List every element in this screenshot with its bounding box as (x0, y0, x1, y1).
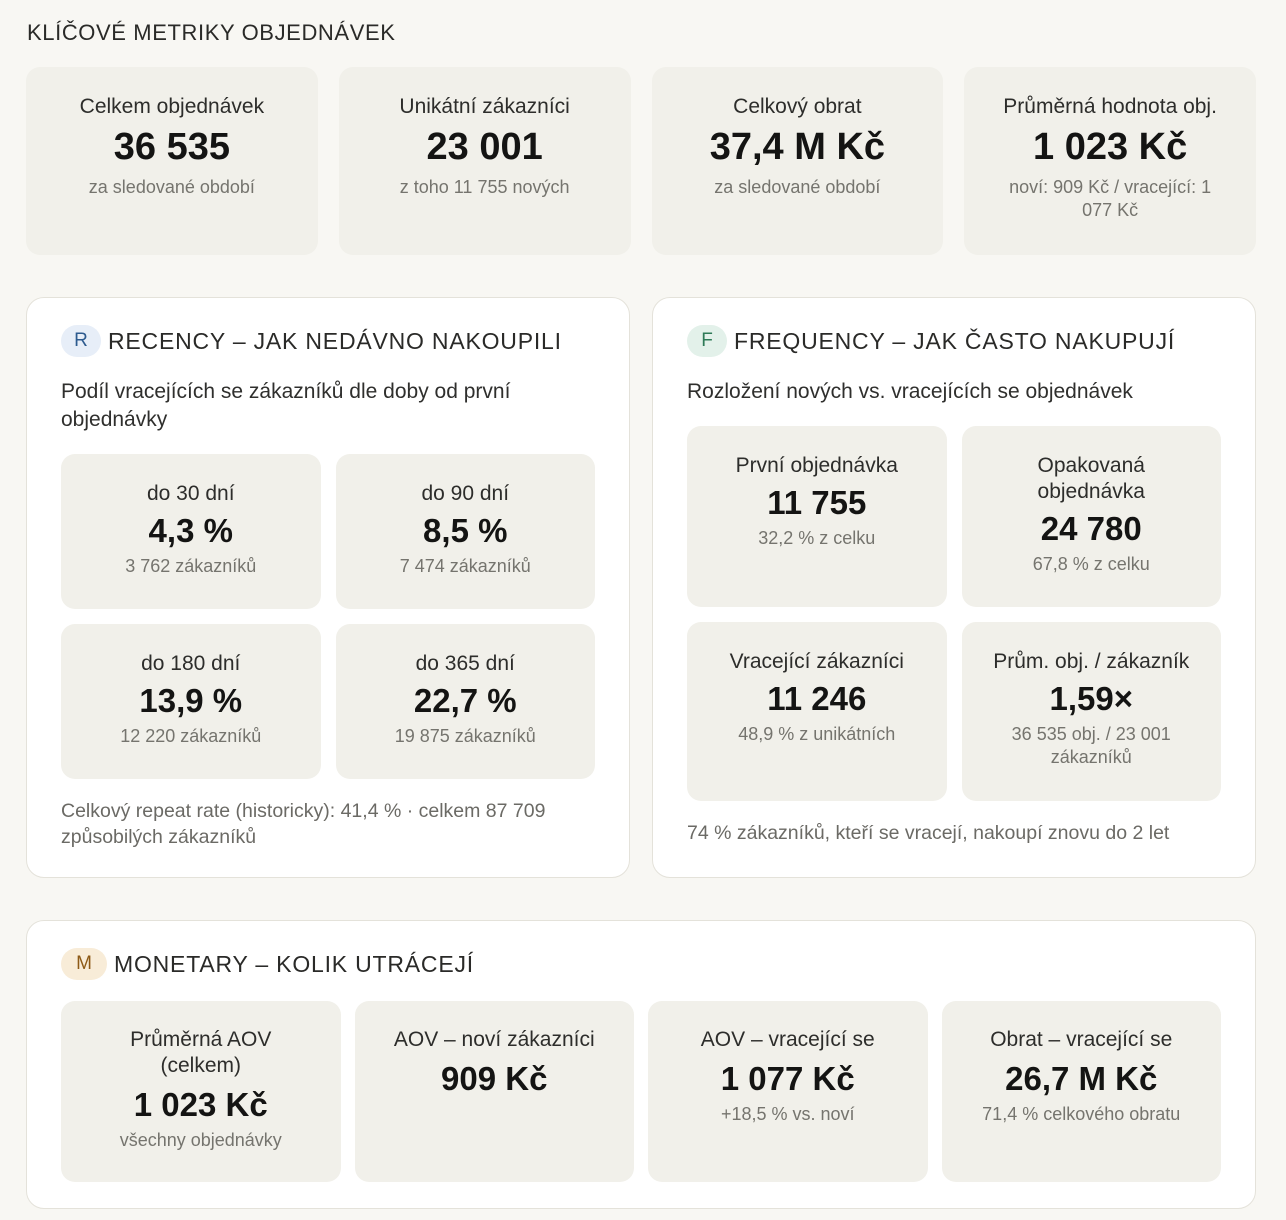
frequency-description: Rozložení nových vs. vracejících se objednávek (687, 380, 1133, 403)
recency-tile-365-days (336, 624, 596, 779)
frequency-grid (687, 426, 1221, 801)
tile-value: 26,7 M Kč (1005, 1060, 1158, 1097)
recency-footnote: Celkový repeat rate (historicky): 41,4 % · celkem 87 709 způsobilých zákazníků (61, 800, 546, 848)
frequency-card (652, 297, 1256, 878)
kpi-average-order-value (964, 67, 1256, 255)
tile-sub: všechny objednávky (119, 1130, 282, 1150)
tile-sub: 67,8 % z celku (1032, 554, 1150, 574)
recency-tile-180-days (61, 624, 321, 779)
tile-label: do 30 dní (146, 482, 235, 505)
frequency-header (687, 325, 1175, 357)
monetary-tile-aov-returning (648, 1001, 928, 1182)
kpi-value: 37,4 M Kč (709, 126, 886, 168)
kpi-row (26, 67, 1256, 255)
monetary-card (26, 920, 1256, 1209)
tile-label: AOV – vracející se (700, 1028, 875, 1051)
tile-label: Prům. obj. / zákazník (993, 650, 1190, 673)
kpi-sub: za sledované období (714, 177, 881, 197)
kpi-sub: noví: 909 Kč / vracející: 1 077 Kč (1009, 177, 1212, 220)
tile-value: 1 077 Kč (720, 1060, 855, 1097)
tile-label: První objednávka (735, 454, 898, 477)
recency-title: RECENCY – JAK NEDÁVNO NAKOUPILI (108, 327, 562, 354)
tile-label: Opakovaná objednávka (1037, 454, 1145, 503)
kpi-value: 1 023 Kč (1033, 126, 1188, 168)
frequency-tile-repeat-order (962, 426, 1222, 607)
tile-sub: 19 875 zákazníků (394, 726, 536, 746)
frequency-tile-orders-per-customer (962, 622, 1222, 801)
tile-value: 8,5 % (423, 512, 508, 549)
tile-value: 4,3 % (148, 512, 233, 549)
tile-label: do 180 dní (141, 652, 241, 675)
frequency-badge: F (687, 325, 727, 357)
monetary-grid (61, 1001, 1221, 1182)
frequency-footnote: 74 % zákazníků, kteří se vracejí, nakoupí znovu do 2 let (687, 822, 1170, 844)
monetary-tile-average-aov (61, 1001, 341, 1182)
page-title: KLÍČOVÉ METRIKY OBJEDNÁVEK (27, 20, 396, 45)
tile-label: Průměrná AOV (celkem) (130, 1028, 272, 1077)
kpi-value: 23 001 (426, 126, 543, 168)
recency-description: Podíl vracejících se zákazníků dle doby od první objednávky (61, 380, 511, 431)
tile-value: 11 246 (767, 680, 867, 717)
frequency-tile-first-order (687, 426, 947, 607)
kpi-total-orders (26, 67, 318, 255)
tile-label: Vracející zákazníci (729, 650, 904, 673)
tile-value: 1,59× (1049, 680, 1133, 717)
tile-sub: 12 220 zákazníků (120, 726, 262, 746)
tile-value: 22,7 % (413, 682, 517, 719)
tile-sub: 36 535 obj. / 23 001 zákazníků (1011, 724, 1171, 767)
monetary-badge: M (61, 948, 107, 980)
kpi-sub: z toho 11 755 nových (399, 177, 570, 197)
tile-value: 1 023 Kč (133, 1086, 268, 1123)
tile-value: 13,9 % (139, 682, 243, 719)
monetary-tile-revenue-returning (942, 1001, 1222, 1182)
recency-badge: R (61, 325, 101, 357)
frequency-title: FREQUENCY – JAK ČASTO NAKUPUJÍ (734, 327, 1176, 354)
tile-label: AOV – noví zákazníci (393, 1028, 595, 1051)
kpi-label: Unikátní zákazníci (399, 95, 570, 118)
recency-card (26, 297, 630, 878)
tile-sub: 32,2 % z celku (758, 528, 876, 548)
recency-header (61, 325, 562, 357)
frequency-tile-returning-customers (687, 622, 947, 801)
tile-sub: 3 762 zákazníků (125, 556, 257, 576)
tile-value: 11 755 (767, 484, 867, 521)
tile-sub: +18,5 % vs. noví (720, 1104, 855, 1124)
kpi-total-revenue (652, 67, 944, 255)
tile-value: 24 780 (1040, 510, 1142, 547)
kpi-label: Průměrná hodnota obj. (1003, 95, 1217, 118)
kpi-label: Celkem objednávek (79, 95, 265, 118)
recency-grid (61, 454, 595, 779)
kpi-value: 36 535 (113, 126, 230, 168)
kpi-sub: za sledované období (88, 177, 255, 197)
tile-label: Obrat – vracející se (990, 1028, 1173, 1051)
tile-label: do 365 dní (415, 652, 515, 675)
tile-label: do 90 dní (421, 482, 510, 505)
tile-sub: 48,9 % z unikátních (738, 724, 896, 744)
monetary-header (61, 948, 474, 980)
tile-sub: 71,4 % celkového obratu (982, 1104, 1181, 1124)
tile-value: 909 Kč (441, 1060, 548, 1097)
kpi-unique-customers (339, 67, 631, 255)
recency-tile-90-days (336, 454, 596, 609)
monetary-title: MONETARY – KOLIK UTRÁCEJÍ (114, 950, 474, 977)
kpi-label: Celkový obrat (733, 95, 862, 118)
recency-tile-30-days (61, 454, 321, 609)
tile-sub: 7 474 zákazníků (399, 556, 531, 576)
monetary-tile-aov-new (355, 1001, 635, 1182)
